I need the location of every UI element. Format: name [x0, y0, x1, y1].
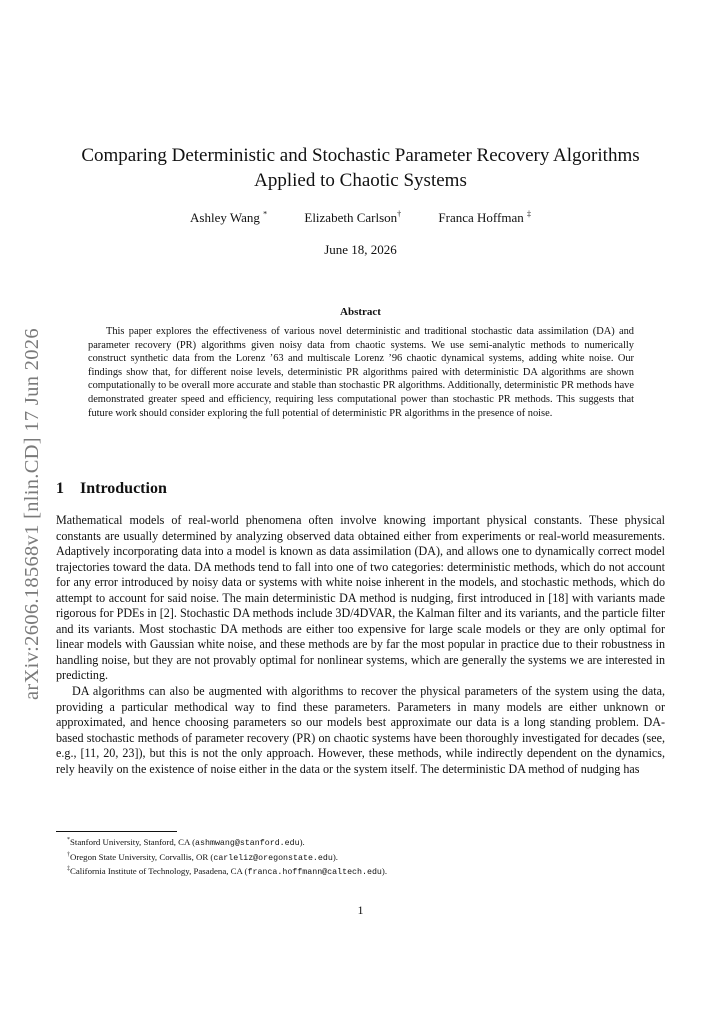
footnote-end: ). — [381, 866, 388, 877]
abstract-text: This paper explores the effectiveness of various novel deterministic and traditional stochastic data assimilation (DA) and parameter recovery (PR) algorithms given noisy data from chaotic systems. We use semi-analytic methods to numerically construct synthetic data from the Lorenz ’63 and multiscale Lorenz ’96 chaotic dynamical systems, adding white noise. Our findings show that, for different noise levels, deterministic PR algorithms paired with deterministic DA algorithms are shown computationally to be overall more accurate and stable than stochastic PR algorithms. Additionally, deterministic PR methods have demonstrated greater speed and efficiency, requiring less computational power than stochastic PR methods. This suggests that future work should consider exploring the full potential of deterministic PR algorithms in the presence of noise. — [88, 326, 634, 419]
footnote-text: Oregon State University, Corvallis, OR ( — [70, 851, 214, 862]
footnote-end: ). — [332, 851, 338, 862]
author-name: Franca Hoffman — [438, 210, 524, 226]
paper-title: Comparing Deterministic and Stochastic Parameter Recovery Algorithms Applied to Chaotic Systems — [81, 145, 640, 191]
footnote-email: ashmwang@stanford.edu — [195, 838, 300, 848]
author-mark: * — [263, 210, 268, 219]
footnote-end: ). — [299, 836, 305, 847]
paragraph-1: Mathematical models of real-world phenomena often involve knowing important physical constants. These physical constants are usually determined by analyzing observed data obtained either from experiments or real-world measurements. Adaptively incorporating data into a model is known as data assimilation (DA), and allows one to dynamically correct model trajectories toward the data. DA methods tend to fall into one of two categories: deterministic methods, which do not account for any error introduced by noisy data or systems with white noise inherent in the models, and stochastic methods, which do attempt to account for said noise. The main deterministic DA method is nudging, first introduced in [18] with variants made rigorous for PDEs in [2]. Stochastic DA methods include 3D/4DVAR, the Kalman filter and its variants, and the particle filter and its variants. Most stochastic DA methods are either too expensive for large scale models or they are only optimal for linear models with Gaussian white noise, and these methods are by far the most popular in practice due to their robustness in handling noise, but they are not provably optimal for nonlinear systems, which are generally the systems we are interested in predicting. — [56, 513, 665, 683]
footnote-text: Stanford University, Stanford, CA ( — [70, 836, 196, 847]
footnote-email: carleliz@oregonstate.edu — [213, 853, 333, 863]
paper-date: June 18, 2026 — [324, 242, 397, 257]
footnote-mark: * — [67, 837, 70, 843]
footnote-2 — [56, 850, 665, 865]
footnote-3 — [56, 864, 665, 879]
section-number: 1 — [56, 480, 64, 497]
arxiv-identifier-stamp: arXiv:2606.18568v1 [nlin.CD] 17 Jun 2026 — [21, 328, 43, 700]
footnote-text: California Institute of Technology, Pasadena, CA ( — [70, 866, 248, 877]
author-name: Elizabeth Carlson — [304, 210, 398, 226]
author-list — [56, 210, 665, 226]
footnotes — [56, 835, 665, 879]
footnote-email: franca.hoffmann@caltech.edu — [247, 868, 382, 878]
author-mark: † — [397, 210, 402, 219]
author-1 — [190, 210, 267, 225]
section-body — [56, 513, 665, 777]
footnote-divider — [56, 831, 177, 832]
page-number: 1 — [357, 903, 364, 917]
section-title: Introduction — [80, 480, 167, 497]
footnote-mark: † — [67, 851, 70, 858]
author-3 — [438, 210, 531, 225]
footnote-mark: ‡ — [67, 866, 70, 873]
footnote-1 — [56, 835, 665, 850]
paragraph-2: DA algorithms can also be augmented with algorithms to recover the physical parameters of the system using the data, providing a particular methodical way to find these parameters. Parameters in many models are either unknown or approximated, and hence choosing parameters so our models best approximate our data is a long standing problem. DA-based stochastic methods of parameter recovery (PR) on chaotic systems have been thoroughly investigated for decades (see, e.g., [11, 20, 23]), but this is not the only approach. However, these methods, while indirectly dependent on the dynamics, rely heavily on the existence of noise either in the data or the system itself. The deterministic DA method of nudging has — [56, 684, 665, 776]
author-name: Ashley Wang — [190, 210, 260, 226]
author-mark: ‡ — [526, 210, 531, 219]
section-heading — [56, 480, 167, 498]
abstract-heading: Abstract — [340, 306, 381, 318]
author-2 — [304, 210, 401, 225]
